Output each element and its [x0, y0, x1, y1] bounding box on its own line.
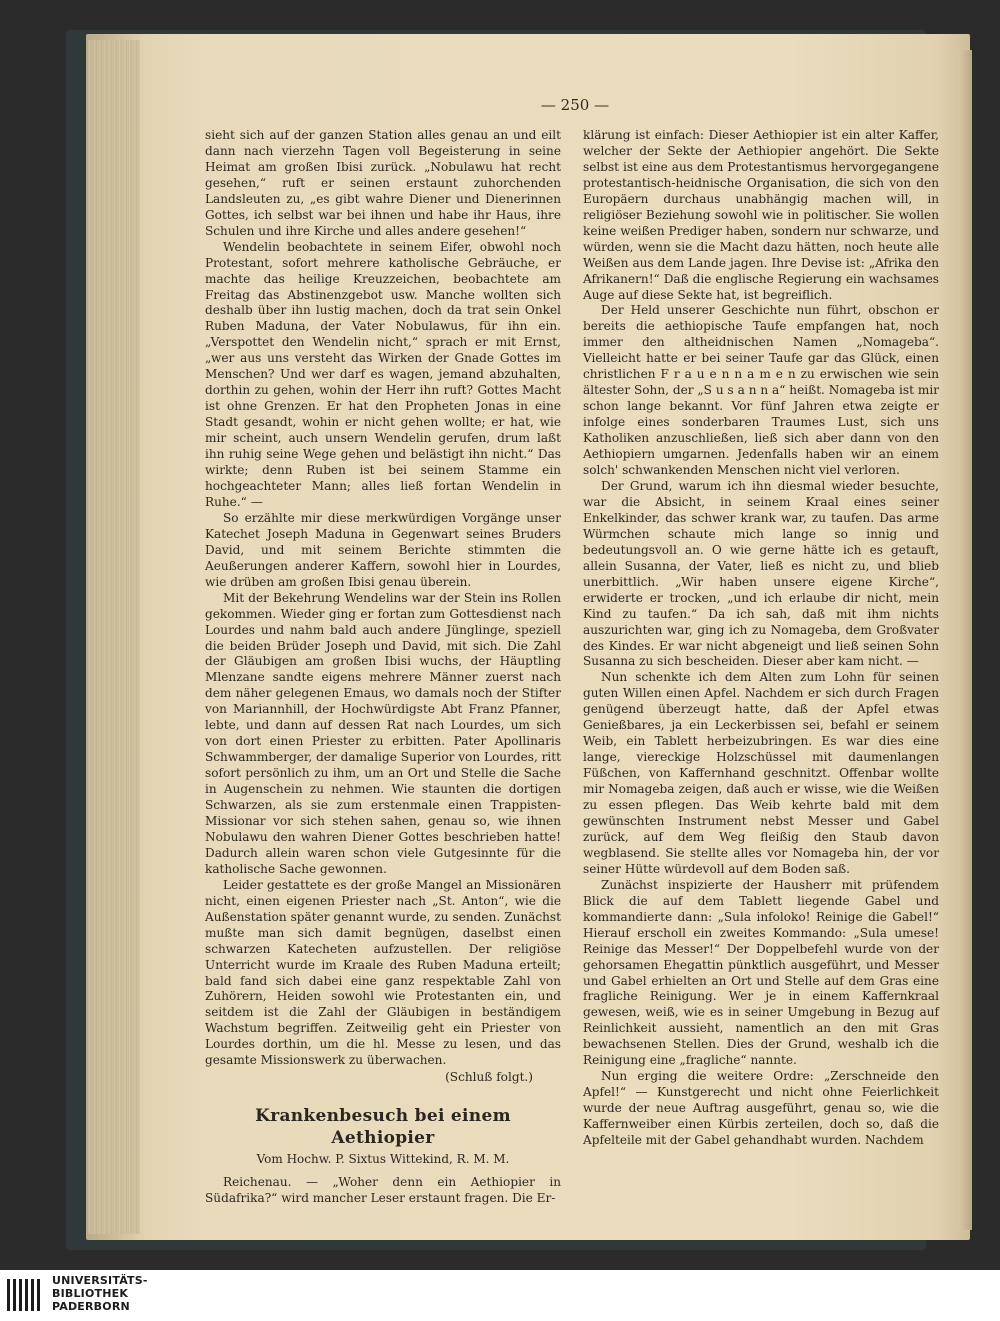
- page-edges: [88, 40, 140, 1234]
- article-byline: Vom Hochw. P. Sixtus Wittekind, R. M. M.: [256, 1152, 510, 1167]
- left-paragraph-1: sieht sich auf der ganzen Station alles genau an und eilt dann nach vierzehn Tagen voll Begeisterung in seine Heimat am großen Ibisi zurück. „Nobulawu hat recht gesehen,“ ruft er seinen erstaunt zuhorchenden Landsleuten zu, „es gibt wahre Diener und Dienerinnen Gottes, ich selbst war bei ihnen und habe ihr Haus, ihre Schulen und ihre Kirche und alles andere gesehen!“: [205, 128, 561, 238]
- article-title: Krankenbesuch bei einem Aethiopier: [255, 1106, 511, 1149]
- library-name-line-1: UNIVERSITÄTS-: [52, 1274, 148, 1287]
- right-paragraph-6: Nun erging die weitere Ordre: „Zerschneide den Apfel!“ — Kunstgerecht und nicht ohne Feierlichkeit wurde der neue Auftrag ausgeführt, genau so, wie die Kaffernweiber einen Kürbis zerteilen, doch so, daß die Apfelteile mit der Gabel gehandhabt wurden. Nachdem: [583, 1069, 939, 1148]
- right-paragraph-1: klärung ist einfach: Dieser Aethiopier ist ein alter Kaffer, welcher der Sekte der Aethiopier angehört. Die Sekte selbst ist eine aus dem Protestantismus hervorgegangene protestantisch-heidnische Organisation, die sich von den Europäern durchaus unabhängig machen will, in religiöser Beziehung sowohl wie in politischer. Sie wollen keine weißen Prediger haben, sondern nur schwarze, und würden, wenn sie die Macht dazu hätten, noch heute alle Weißen aus dem Lande jagen. Ihre Devise ist: „Afrika den Afrikanern!“ Daß die englische Regierung ein wachsames Auge auf diese Sekte hat, ist begreiflich.: [583, 128, 939, 302]
- library-logo-icon: [6, 1275, 46, 1315]
- left-column: [205, 128, 561, 1207]
- left-paragraph-2: Wendelin beobachtete in seinem Eifer, obwohl noch Protestant, sofort mehrere katholische Gebräuche, er machte das heilige Kreuzzeichen, beobachtete am Freitag das Abstinenzgebot usw. Manche wollten sich deshalb über ihn lustig machen, doch da trat sein Onkel Ruben Maduna, der Vater Nobulawus, für ihn ein. „Verspottet den Wendelin nicht,“ sprach er mit Ernst, „wer aus uns versteht das Wirken der Gnade Gottes im Menschen? Und wer darf es wagen, jemand abzuhalten, dorthin zu gehen, wohin der Herr ihn ruft? Gottes Macht ist ohne Grenzen. Er hat den Propheten Jonas in eine Stadt gesandt, wohin er nicht gehen wollte; er hat, wie mir scheint, auch unsern Wendelin gerufen, drum laßt ihn ruhig seine Wege gehen und belästigt ihn nicht.“ Das wirkte; denn Ruben ist bei seinem Stamme ein hochgeachteter Mann; alles ließ fortan Wendelin in Ruhe.“ —: [205, 239, 561, 509]
- right-paragraph-2: Der Held unserer Geschichte nun führt, obschon er bereits die aethiopische Taufe empfangen hat, noch immer den altheidnischen Namen „Nomageba“. Vielleicht hatte er bei seiner Taufe gar das Glück, einen christlichen F r a u e n n a m e n zu erwischen wie sein ältester Sohn, der „S u s a n n a“ heißt. Nomageba ist mir schon lange bekannt. Vor fünf Jahren etwa zeigte er infolge eines sonderbaren Traumes Lust, sich uns Katholiken anzuschließen, ließ sich aber dann von den Aethiopiern umgarnen. Jedenfalls haben wir an einem solch' schwankenden Menschen nicht viel verloren.: [583, 303, 939, 478]
- footer-bar: [0, 1270, 1000, 1321]
- right-paragraph-3: Der Grund, warum ich ihn diesmal wieder besuchte, war die Absicht, in seinem Kraal eines seiner Enkelkinder, das schwer krank war, zu taufen. Das arme Würmchen schaute mich lange so innig und bedeutungsvoll an. O wie gerne hätte ich es getauft, allein Susanna, der Vater, ließ es nicht zu, und blieb unerbittlich. „Wir haben unsere eigene Kirche“, erwiderte er trocken, „und ich erlaube dir nicht, mein Kind zu taufen.“ Da ich sah, daß mit ihm nichts auszurichten war, ging ich zu Nomageba, dem Großvater des Kindes. Er war nicht abgeneigt und ließ seinen Sohn Susanna zu sich bescheiden. Dieser aber kam nicht. —: [583, 478, 939, 669]
- left-paragraph-6: Reichenau. — „Woher denn ein Aethiopier in Südafrika?“ wird mancher Leser erstaunt fragen. Die Er-: [205, 1175, 561, 1206]
- library-name: [52, 1274, 148, 1313]
- right-paragraph-4: Nun schenkte ich dem Alten zum Lohn für seinen guten Willen einen Apfel. Nachdem er sich durch Fragen genügend überzeugt hatte, daß der Apfel etwas Genießbares, ja ein Leckerbissen sei, befahl er seinem Weib, ein Tablett herbeizubringen. Es war dies eine lange, viereckige Holzschüssel mit daumenlangen Füßchen, von Kaffernhand geschnitzt. Offenbar wollte mir Nomageba zeigen, daß auch er wisse, wie die Weißen zu essen pflegen. Das Weib kehrte bald mit dem gewünschten Instrument nebst Messer und Gabel zurück, auf dem Weg fleißig den Staub davon wegblasend. Sie stellte alles vor Nomageba hin, der vor seiner Hütte würdevoll auf dem Boden saß.: [583, 670, 939, 876]
- left-paragraph-3: So erzählte mir diese merkwürdigen Vorgänge unser Katechet Joseph Maduna in Gegenwart seines Bruders David, und mit seinem Berichte stimmten die Aeußerungen anderer Kaffern, sowohl hier in Lourdes, wie drüben am großen Ibisi genau überein.: [205, 510, 561, 589]
- left-paragraph-5: Leider gestattete es der große Mangel an Missionären nicht, einen eigenen Priester nach „St. Anton“, wie die Außenstation später genannt wurde, zu senden. Zunächst mußte man sich damit begnügen, daselbst einen schwarzen Katecheten aufzustellen. Der religiöse Unterricht wurde im Kraale des Ruben Maduna erteilt; bald fand sich dabei eine ganz respektable Zahl von Zuhörern, Heiden sowohl wie Protestanten ein, und seitdem ist die Zahl der Gläubigen in beständigem Wachstum begriffen. Zeitweilig geht ein Priester von Lourdes dorthin, um die hl. Messe zu lesen, und das gesamte Missionswerk zu überwachen.: [205, 877, 561, 1068]
- right-column: [583, 128, 939, 1149]
- library-name-line-2: BIBLIOTHEK: [52, 1287, 129, 1300]
- library-name-line-3: PADERBORN: [52, 1300, 130, 1313]
- right-paragraph-5: Zunächst inspizierte der Hausherr mit prüfendem Blick die auf dem Tablett liegende Gabel und kommandierte dann: „Sula infoloko! Reinige die Gabel!“ Hierauf erscholl ein zweites Kommando: „Sula umese! Reinige das Messer!“ Der Doppelbefehl wurde von der gehorsamen Ehegattin pünktlich ausgeführt, und Messer und Gabel erhielten an Ort und Stelle auf dem Gras eine fragliche Reinigung. Wer je in einem Kaffernkraal gewesen, weiß, wie es in seiner Umgebung in Bezug auf Reinlichkeit aussieht, namentlich an den mit Gras bewachsenen Stellen. Dies der Grund, weshalb ich die Reinigung eine „fragliche“ nannte.: [583, 877, 939, 1068]
- continued-note: (Schluß folgt.): [445, 1070, 533, 1085]
- page-number: — 250 —: [540, 96, 610, 114]
- left-paragraph-4: Mit der Bekehrung Wendelins war der Stein ins Rollen gekommen. Wieder ging er fortan zum Gottesdienst nach Lourdes und nahm bald auch andere Jünglinge, speziell die beiden Brüder Joseph und David, mit sich. Die Zahl der Gläubigen am großen Ibisi wuchs, der Häuptling Mlenzane sandte eigens mehrere Männer zuerst nach dem näher gelegenen Emaus, wo damals noch der Stifter von Mariannhill, der Hochwürdigste Abt Franz Pfanner, lebte, und dann auf dessen Rat nach Lourdes, um sich von dort einen Priester zu erbitten. Pater Apollinaris Schwammberger, der damalige Superior von Lourdes, ritt sofort persönlich zu ihm, um an Ort und Stelle die Sache in Augenschein zu nehmen. Wie staunten die dortigen Schwarzen, als sie zum erstenmale einen Trappisten-Missionar vor sich stehen sahen, genau so, wie ihnen Nobulawu den wahren Diener Gottes beschrieben hatte! Dadurch allein waren schon viele Gutgesinnte für die katholische Sache gewonnen.: [205, 590, 562, 876]
- page-right-edge: [958, 50, 972, 1230]
